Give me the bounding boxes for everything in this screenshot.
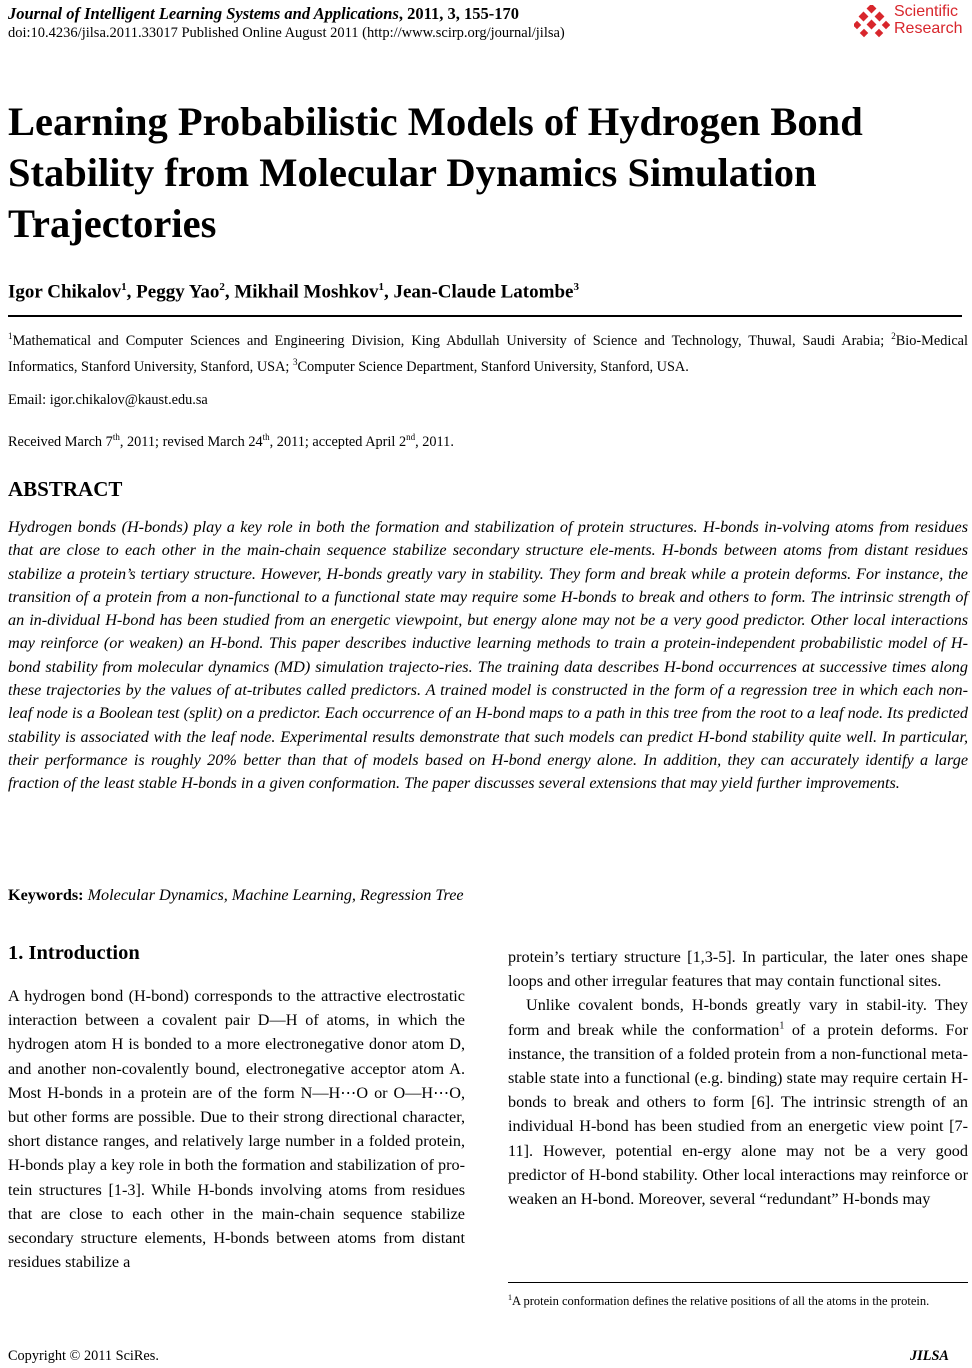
author-name: Peggy Yao bbox=[136, 281, 220, 303]
footnote-divider bbox=[508, 1282, 968, 1283]
left-column-text: A hydrogen bond (H-bond) corresponds to the attractive electrostatic interaction between a covalent pair D—H of atoms, in which the hydrogen atom H is bonded to a more electronegative donor atom D, and another non-covalently bound, electronegative acceptor atom A. Most H-bonds in a protein are of the form N—H⋯O or O—H⋯O, but other forms are possible. Due to their strong directional character, short distance ranges, and relatively large number in a folded protein, H-bonds play a key role in both the formation and stabilization of pro-tein structures [1-3]. While H-bonds involving atoms from residues that are close to each other in the main-chain sequence stabilize secondary structure elements, H-bonds between atoms from distant residues stabilize a bbox=[8, 987, 465, 1272]
author-name: Mikhail Moshkov bbox=[234, 281, 379, 303]
footnote bbox=[508, 1289, 968, 1310]
author-affiliation-mark: 2 bbox=[219, 281, 225, 293]
keywords-label: Keywords bbox=[8, 886, 79, 904]
author-affiliation-mark: 1 bbox=[121, 281, 127, 293]
date-text: , 2011; accepted April 2 bbox=[269, 433, 407, 450]
logo-text-line1: Scientific bbox=[894, 3, 959, 20]
date-text: , 2011. bbox=[415, 433, 454, 450]
author-name: Jean-Claude Latombe bbox=[393, 281, 574, 303]
abstract-body: Hydrogen bonds (H-bonds) play a key role in both the formation and stabilization of protein structures. H-bonds in-volving atoms from residues that are close to each other in the main-chain sequence stabilize secondary structure ele-ments. H-bonds between atoms from distant residues stabilize a protein’s tertiary structure. However, H-bonds greatly vary in stability. They form and break while a protein deforms. For instance, the transition of a protein from a non-functional to a functional state may require some H-bonds to break and others to form. The intrinsic strength of an in-dividual H-bond has been studied from an energetic viewpoint, but energy alone may not be a very good predictor. Other local interactions may reinforce (or weaken) an H-bond. This paper describes inductive learning methods to train a protein-independent probabilistic model of H-bond stability from molecular dynamics (MD) simulation trajecto-ries. The training data describes H-bond occurrences at successive times along these trajectories by the values of at-tributes called predictors. A trained model is constructed in the form of a regression tree in which each non-leaf node is a Boolean test (split) on a predictor. Each occurrence of an H-bond maps to a path in this tree from the root to a leaf node. Its predicted stability is associated with the leaf node. Experimental results demonstrate that such models can predict H-bond stability quite well. In particular, their performance is roughly 20% better than that of models based on H-bond energy alone. In addition, they can accurately identify a large fraction of the least stable H-bonds in a given conformation. The paper discusses several extensions that may yield further improvements. bbox=[8, 518, 968, 793]
date-text: Received March 7 bbox=[8, 433, 113, 450]
logo-text-line2: Research bbox=[894, 20, 963, 37]
author-name: Igor Chikalov bbox=[8, 281, 122, 303]
author-affiliation-mark: 1 bbox=[378, 281, 384, 293]
publisher-logo bbox=[854, 3, 972, 43]
ordinal-suffix: th bbox=[112, 432, 120, 442]
footnote-number: 1 bbox=[508, 1293, 512, 1302]
author-separator: , bbox=[126, 281, 137, 303]
date-text: , 2011; revised March 24 bbox=[119, 433, 263, 450]
affiliation-mark: 1 bbox=[8, 331, 13, 341]
journal-header bbox=[8, 4, 519, 24]
paragraph: protein’s tertiary structure [1,3-5]. In particular, the later ones shape loops and other irregular features that may contain functional sites. bbox=[508, 948, 968, 991]
journal-abbreviation: JILSA bbox=[910, 1348, 949, 1364]
author-affiliation-mark: 3 bbox=[573, 281, 579, 293]
affiliations bbox=[8, 326, 968, 378]
header-divider bbox=[8, 315, 962, 317]
author-list bbox=[8, 281, 579, 303]
affiliation-text: Mathematical and Computer Sciences and Engineering Division, King Abdullah University of Science and Technology, Thuwal, Saudi Arabia; bbox=[12, 332, 892, 349]
contact-email[interactable]: Email: igor.chikalov@kaust.edu.sa bbox=[8, 392, 208, 408]
ordinal-suffix: th bbox=[262, 432, 270, 442]
affiliation-text: Computer Science Department, Stanford University, Stanford, USA. bbox=[297, 358, 689, 375]
keywords-colon: : bbox=[78, 886, 88, 904]
keywords-list: Molecular Dynamics, Machine Learning, Regression Tree bbox=[87, 886, 464, 904]
paper-title: Learning Probabilistic Models of Hydrogen Bond Stability from Molecular Dynamics Simulation Trajectories bbox=[8, 99, 863, 246]
copyright-notice: Copyright © 2011 SciRes. bbox=[8, 1348, 159, 1364]
ordinal-suffix: nd bbox=[406, 432, 416, 442]
footnote-mark[interactable]: 1 bbox=[779, 1020, 785, 1032]
affiliation-text: Bio-Medical Informatics, Stanford University, Stanford, USA; bbox=[8, 332, 968, 375]
keywords bbox=[8, 886, 464, 905]
journal-name: Journal of Intelligent Learning Systems and Applications bbox=[8, 4, 399, 23]
right-column bbox=[508, 945, 968, 1211]
affiliation-mark: 3 bbox=[292, 356, 298, 367]
paragraph-text: Unlike covalent bonds, H-bonds greatly vary in stabil-ity. They form and break while the conformation bbox=[508, 996, 968, 1039]
paragraph-text: of a protein deforms. For instance, the transition of a folded protein from a non-functional meta-stable state into a functional (e.g. binding) state may require certain H-bonds to break and others to form [6]. The intrinsic strength of an individual H-bond has been studied from an energetic view point [7-11]. However, potential en-ergy alone may not be a very good predictor of H-bond stability. Other local interactions may reinforce or weaken an H-bond. Moreover, several “redundant” H-bonds may bbox=[508, 1020, 968, 1209]
scientific-research-logo-icon bbox=[854, 5, 890, 41]
section-heading: 1. Introduction bbox=[8, 942, 140, 964]
doi-line: doi:10.4236/jilsa.2011.33017 Published Online August 2011 (http://www.scirp.org/journal/jilsa) bbox=[8, 25, 565, 41]
received-dates bbox=[8, 432, 454, 451]
logo-text bbox=[894, 3, 962, 37]
affiliation-mark: 2 bbox=[891, 331, 896, 341]
paragraph bbox=[508, 993, 968, 1211]
footnote-text: A protein conformation defines the relative positions of all the atoms in the protein. bbox=[512, 1294, 930, 1309]
author-separator: , bbox=[224, 281, 235, 303]
journal-volume: , 2011, 3, 155-170 bbox=[398, 4, 519, 23]
abstract-heading: ABSTRACT bbox=[8, 477, 123, 501]
author-separator: , bbox=[383, 281, 394, 303]
